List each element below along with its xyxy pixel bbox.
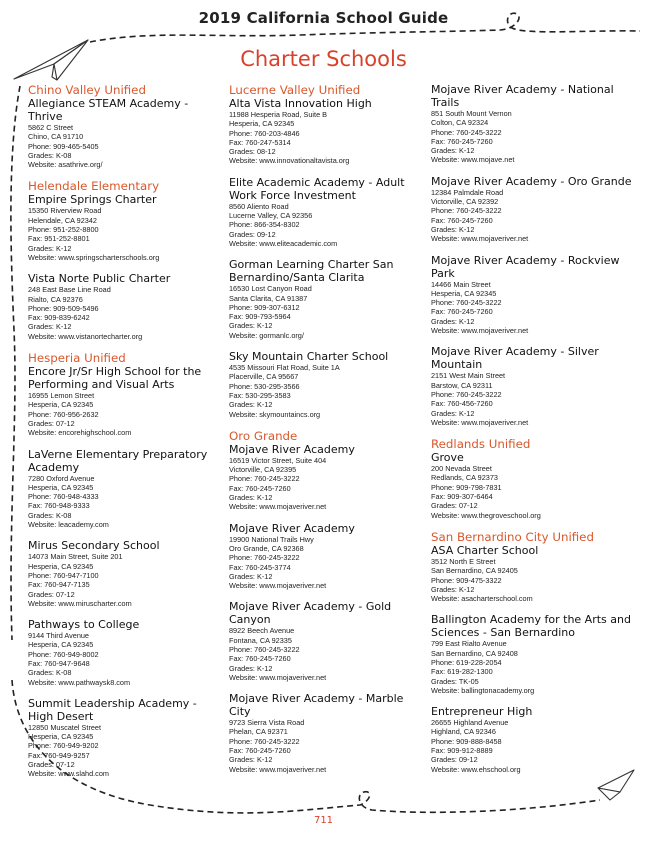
school-entry — [229, 443, 424, 512]
school-name: Gorman Learning Charter San Bernardino/Santa Clarita — [229, 258, 394, 285]
school-detail-line: Grades: K-08 — [28, 150, 72, 160]
region-group — [431, 530, 641, 774]
school-detail-line: Fax: 760-949-9257 — [28, 750, 90, 760]
school-name: Encore Jr/Sr High School for the Performing and Visual Arts — [28, 365, 202, 392]
school-detail-line: Phone: 866-354-8302 — [229, 220, 300, 230]
school-detail-line: Phone: 619-228-2054 — [431, 657, 502, 667]
school-name: Mirus Secondary School — [28, 539, 160, 553]
school-detail-line: 248 East Base Line Road — [28, 285, 111, 295]
school-detail-line: 16519 Victor Street, Suite 404 — [229, 455, 327, 465]
school-detail-line: 799 East Rialto Avenue — [431, 639, 507, 649]
school-detail-line: Phelan, CA 92371 — [229, 727, 288, 737]
school-name: Mojave River Academy - Rockview Park — [431, 253, 620, 280]
school-detail-line: Fax: 619-282-1300 — [431, 667, 493, 677]
school-name: Ballington Academy for the Arts and Sciences - San Bernardino — [431, 613, 631, 640]
school-detail-line: Grades: K-12 — [431, 584, 475, 594]
district-heading: Oro Grande — [229, 428, 298, 443]
school-detail-line: Grades: K-08 — [28, 510, 72, 520]
school-detail-line: Grades: K-12 — [431, 224, 475, 234]
school-detail-line: Phone: 760-948-4333 — [28, 492, 99, 502]
school-entry — [229, 97, 424, 166]
region-group — [28, 351, 223, 779]
school-name: Mojave River Academy - Oro Grande — [431, 174, 632, 188]
school-detail-line: Fax: 909-912-8889 — [431, 746, 493, 756]
school-website: Website: www.slahd.com — [28, 769, 109, 779]
school-detail-line: 8560 Aliento Road — [229, 201, 289, 211]
school-detail-line: 11988 Hesperia Road, Suite B — [229, 110, 328, 119]
school-name: Empire Springs Charter — [28, 193, 157, 207]
school-website: Website: www.mojaveriver.net — [431, 234, 529, 244]
school-detail-line: 14073 Main Street, Suite 201 — [28, 552, 123, 562]
school-detail-line: Grades: K-12 — [431, 408, 475, 418]
district-heading: Lucerne Valley Unified — [229, 83, 361, 97]
school-detail-line: Fax: 760-245-3774 — [229, 562, 291, 572]
region-group — [28, 179, 223, 341]
school-website: Website: www.mojave.net — [431, 155, 515, 165]
school-detail-line: Phone: 909-465-5405 — [28, 141, 99, 151]
school-entry — [28, 365, 223, 437]
school-detail-line: Grades: 08-12 — [229, 147, 276, 157]
school-entry — [28, 697, 223, 779]
school-detail-line: Fax: 951-252-8801 — [28, 234, 90, 244]
school-website: Website: www.vistanortecharter.org — [28, 331, 143, 341]
district-heading: Redlands Unified — [431, 437, 531, 452]
school-website: Website: ballingtonacademy.org — [431, 685, 535, 695]
school-entry — [431, 705, 641, 774]
school-detail-line: 9723 Sierra Vista Road — [229, 718, 305, 728]
school-detail-line: Fax: 760-245-7260 — [431, 215, 493, 225]
school-detail-line: Fax: 530-295-3583 — [229, 390, 291, 400]
school-detail-line: Phone: 760-203-4846 — [229, 128, 300, 138]
school-name: Summit Leadership Academy - High Desert — [28, 696, 197, 723]
school-detail-line: Oro Grande, CA 92368 — [229, 543, 304, 553]
school-detail-line: Grades: 09-12 — [431, 755, 478, 765]
school-detail-line: Grades: K-12 — [431, 316, 475, 326]
region-group — [431, 83, 641, 427]
school-detail-line: 26655 Highland Avenue — [431, 718, 509, 728]
school-detail-line: Phone: 909-509-5496 — [28, 303, 99, 313]
region-group — [229, 83, 424, 419]
region-group — [28, 83, 223, 169]
guide-title: 2019 California School Guide — [198, 9, 449, 27]
school-detail-line: Phone: 760-947-7100 — [28, 570, 99, 580]
district-heading: San Bernardino City Unified — [431, 529, 594, 544]
school-detail-line: Fax: 760-245-7260 — [229, 746, 291, 756]
school-detail-line: Fontana, CA 92335 — [229, 635, 292, 645]
school-name: Vista Norte Public Charter — [28, 272, 171, 286]
page-number: 711 — [313, 815, 334, 826]
school-entry — [431, 613, 641, 695]
school-detail-line: Phone: 760-949-8002 — [28, 649, 99, 659]
school-detail-line: Grades: 07-12 — [431, 501, 478, 511]
school-detail-line: Barstow, CA 92311 — [431, 380, 493, 390]
school-detail-line: Hesperia, CA 92345 — [28, 561, 94, 571]
school-detail-line: Lucerne Valley, CA 92356 — [229, 211, 313, 221]
school-detail-line: Fax: 760-245-7260 — [229, 483, 291, 493]
school-detail-line: 8922 Beech Avenue — [229, 626, 295, 636]
school-detail-line: 19900 National Trails Hwy — [229, 534, 314, 544]
school-detail-line: Hesperia, CA 92345 — [28, 400, 94, 410]
school-entry — [431, 345, 641, 427]
column-2 — [229, 83, 424, 784]
school-entry — [28, 97, 223, 169]
school-name: Mojave River Academy - Gold Canyon — [229, 600, 392, 627]
school-detail-line: Phone: 760-245-3222 — [229, 736, 300, 746]
school-detail-line: Phone: 909-475-3322 — [431, 575, 502, 585]
school-detail-line: Grades: K-12 — [229, 571, 273, 581]
school-entry — [229, 692, 424, 774]
school-detail-line: Phone: 760-245-3222 — [431, 206, 502, 216]
school-name: Elite Academic Academy - Adult Work Force Investment — [229, 175, 405, 202]
school-detail-line: 200 Nevada Street — [431, 464, 492, 474]
school-detail-line: Phone: 760-245-3222 — [229, 553, 300, 563]
school-detail-line: Fax: 760-245-7260 — [229, 654, 291, 664]
column-1 — [28, 83, 223, 789]
school-detail-line: Phone: 760-245-3222 — [431, 389, 502, 399]
school-detail-line: 5862 C Street — [28, 123, 74, 132]
school-detail-line: Phone: 760-949-9202 — [28, 741, 99, 751]
school-website: Website: skymountaincs.org — [229, 409, 321, 419]
school-detail-line: Grades: K-12 — [229, 321, 273, 331]
column-3 — [431, 83, 641, 784]
region-group — [431, 437, 641, 520]
school-name: Sky Mountain Charter School — [229, 350, 389, 364]
school-detail-line: Fax: 909-307-6464 — [431, 492, 493, 502]
school-website: Website: www.mojaveriver.net — [431, 417, 529, 427]
school-detail-line: Grades: K-08 — [28, 668, 72, 678]
school-detail-line: 9144 Third Avenue — [28, 631, 89, 641]
school-website: Website: www.springscharterschools.org — [28, 252, 160, 262]
school-detail-line: Placerville, CA 95667 — [229, 372, 299, 382]
region-group — [229, 429, 424, 774]
school-detail-line: Fax: 760-245-7260 — [431, 307, 493, 317]
school-website: Website: www.thegroveschool.org — [431, 510, 541, 520]
school-detail-line: Highland, CA 92346 — [431, 727, 496, 737]
school-name: Mojave River Academy - Silver Mountain — [431, 345, 599, 372]
school-detail-line: Phone: 909-307-6312 — [229, 302, 300, 312]
school-detail-line: Hesperia, CA 92345 — [28, 482, 94, 492]
school-detail-line: Rialto, CA 92376 — [28, 294, 83, 304]
page-title: Charter Schools — [240, 47, 407, 71]
school-entry — [431, 83, 641, 165]
school-entry — [229, 522, 424, 591]
school-detail-line: Phone: 909-888-8458 — [431, 736, 502, 746]
school-detail-line: Phone: 760-245-3222 — [229, 644, 300, 654]
school-name: Alta Vista Innovation High — [229, 97, 372, 110]
school-name: LaVerne Elementary Preparatory Academy — [28, 447, 208, 474]
school-detail-line: 2151 West Main Street — [431, 371, 506, 381]
school-detail-line: Grades: K-12 — [229, 663, 273, 673]
school-website: Website: www.mojaveriver.net — [229, 672, 327, 682]
school-detail-line: Grades: 07-12 — [28, 589, 75, 599]
school-name: Allegiance STEAM Academy - Thrive — [28, 97, 189, 123]
school-entry — [431, 544, 641, 603]
school-website: Website: www.mojaveriver.net — [229, 764, 327, 774]
school-detail-line: Grades: 09-12 — [229, 229, 276, 239]
school-detail-line: Victorville, CA 92392 — [431, 197, 499, 207]
school-entry — [229, 600, 424, 682]
school-website: Website: www.pathwaysk8.com — [28, 677, 131, 687]
school-detail-line: 3512 North E Street — [431, 556, 496, 566]
school-website: Website: www.eliteacademic.com — [229, 238, 338, 248]
school-detail-line: Grades: K-12 — [431, 146, 475, 156]
school-entry — [28, 272, 223, 341]
school-detail-line: Grades: 07-12 — [28, 418, 75, 428]
school-detail-line: Grades: K-12 — [229, 493, 273, 503]
school-detail-line: Redlands, CA 92373 — [431, 473, 498, 483]
school-website: Website: www.innovationaltavista.org — [229, 156, 350, 166]
school-detail-line: Helendale, CA 92342 — [28, 215, 97, 225]
school-detail-line: Phone: 909-798-7831 — [431, 482, 502, 492]
school-name: Pathways to College — [28, 618, 140, 632]
school-entry — [431, 451, 641, 520]
district-heading: Chino Valley Unified — [28, 83, 146, 97]
school-detail-line: Grades: TK-05 — [431, 676, 479, 686]
school-detail-line: Grades: K-12 — [28, 243, 72, 253]
school-detail-line: 12384 Palmdale Road — [431, 187, 504, 197]
school-entry — [229, 176, 424, 248]
school-detail-line: Phone: 760-245-3222 — [229, 474, 300, 484]
school-website: Website: asathrive.org/ — [28, 160, 103, 170]
school-detail-line: Chino, CA 91710 — [28, 132, 84, 142]
school-name: Grove — [431, 451, 464, 465]
school-detail-line: Grades: K-12 — [229, 400, 273, 410]
school-name: Mojave River Academy — [229, 521, 355, 535]
school-detail-line: 12850 Muscatel Street — [28, 722, 102, 732]
school-detail-line: Fax: 760-948-9333 — [28, 501, 90, 511]
school-detail-line: Fax: 760-245-7260 — [431, 136, 493, 146]
school-entry — [229, 350, 424, 419]
school-name: Mojave River Academy - National Trails — [431, 83, 614, 109]
school-website: Website: www.mojaveriver.net — [229, 502, 327, 512]
school-detail-line: 15350 Riverview Road — [28, 206, 102, 216]
school-detail-line: Fax: 760-947-9648 — [28, 658, 90, 668]
school-entry — [431, 254, 641, 336]
school-detail-line: Hesperia, CA 92345 — [229, 119, 295, 129]
school-detail-line: Fax: 760-456-7260 — [431, 399, 493, 409]
school-detail-line: Phone: 760-245-3222 — [431, 298, 502, 308]
school-entry — [28, 193, 223, 262]
school-entry — [28, 539, 223, 608]
school-detail-line: 4535 Missouri Flat Road, Suite 1A — [229, 363, 340, 373]
school-detail-line: San Bernardino, CA 92405 — [431, 566, 518, 576]
school-detail-line: 7280 Oxford Avenue — [28, 473, 95, 483]
school-entry — [229, 258, 424, 340]
school-name: Mojave River Academy - Marble City — [229, 692, 404, 719]
school-name: ASA Charter School — [431, 543, 539, 557]
school-website: Website: www.ehschool.org — [431, 764, 521, 774]
school-detail-line: Hesperia, CA 92345 — [28, 640, 94, 650]
school-detail-line: Hesperia, CA 92345 — [431, 288, 497, 298]
school-website: Website: encorehighschool.com — [28, 428, 132, 438]
school-website: Website: gormanlc.org/ — [229, 330, 304, 340]
district-heading: Hesperia Unified — [28, 351, 126, 366]
school-entry — [28, 618, 223, 687]
school-detail-line: Santa Clarita, CA 91387 — [229, 293, 308, 303]
school-detail-line: 16530 Lost Canyon Road — [229, 284, 312, 294]
school-website: Website: leacademy.com — [28, 520, 109, 530]
school-detail-line: Fax: 909-839-6242 — [28, 313, 90, 323]
school-entry — [28, 448, 223, 530]
district-heading: Helendale Elementary — [28, 179, 160, 194]
school-detail-line: Phone: 760-245-3222 — [431, 127, 502, 137]
school-detail-line: 851 South Mount Vernon — [431, 109, 512, 118]
school-name: Entrepreneur High — [431, 705, 533, 719]
school-detail-line: Fax: 760-247-5314 — [229, 137, 291, 147]
school-detail-line: Phone: 951-252-8800 — [28, 225, 99, 235]
school-detail-line: Grades: 07-12 — [28, 760, 75, 770]
school-website: Website: asacharterschool.com — [431, 594, 533, 604]
school-website: Website: www.miruscharter.com — [28, 598, 132, 608]
school-detail-line: Victorville, CA 92395 — [229, 465, 297, 475]
school-detail-line: Phone: 760-956-2632 — [28, 409, 99, 419]
school-entry — [431, 175, 641, 244]
school-detail-line: Grades: K-12 — [28, 322, 72, 332]
school-detail-line: 16955 Lemon Street — [28, 391, 95, 401]
school-website: Website: www.mojaveriver.net — [229, 581, 327, 591]
school-detail-line: Fax: 909-793-5964 — [229, 312, 291, 322]
school-detail-line: 14466 Main Street — [431, 279, 491, 289]
school-website: Website: www.mojaveriver.net — [431, 326, 529, 336]
school-detail-line: Fax: 760-947-7135 — [28, 580, 90, 590]
school-detail-line: Colton, CA 92324 — [431, 118, 489, 128]
school-detail-line: Grades: K-12 — [229, 755, 273, 765]
school-detail-line: San Bernardino, CA 92408 — [431, 648, 518, 658]
school-detail-line: Phone: 530-295-3566 — [229, 381, 300, 391]
school-name: Mojave River Academy — [229, 442, 355, 456]
school-detail-line: Hesperia, CA 92345 — [28, 732, 94, 742]
